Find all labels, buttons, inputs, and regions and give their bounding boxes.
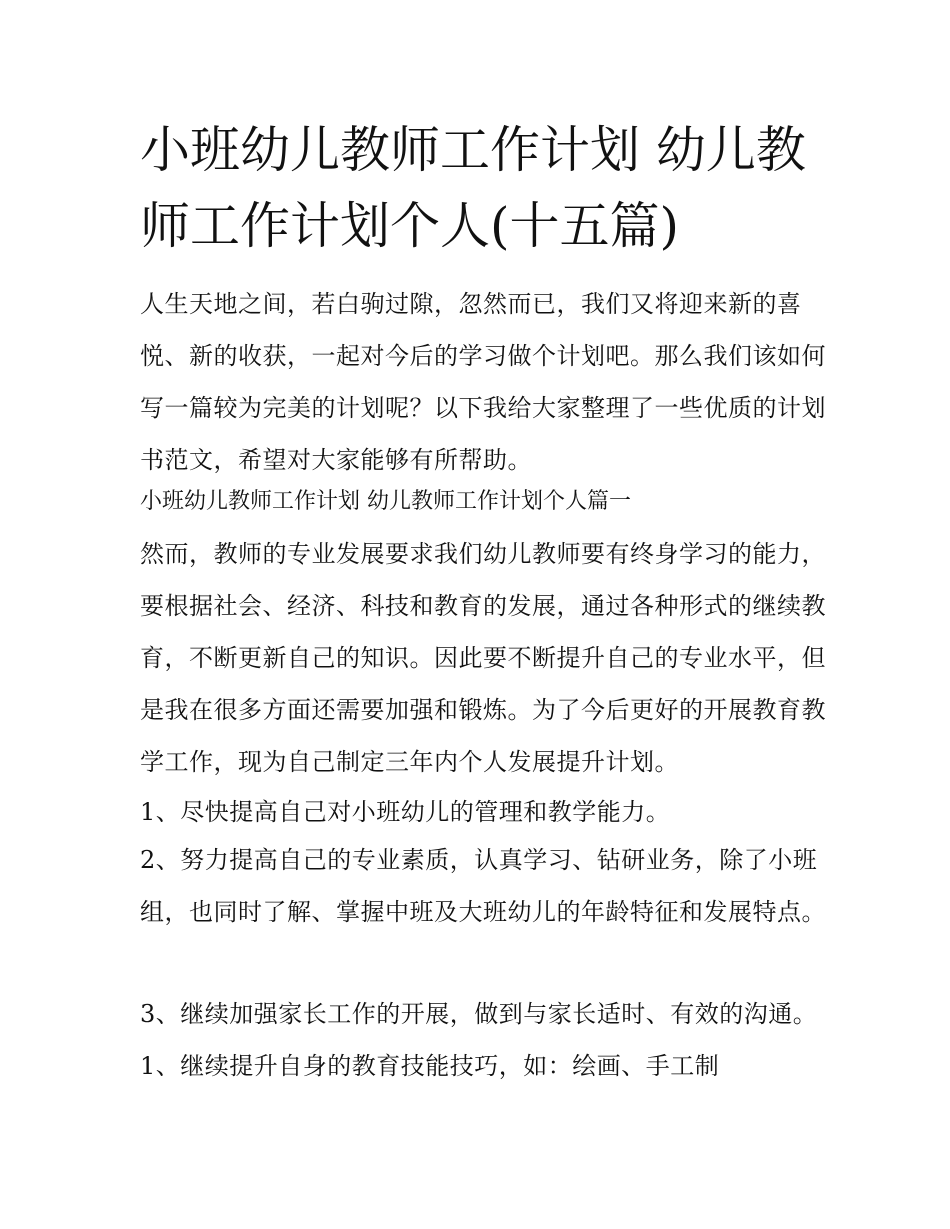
section-heading: 小班幼儿教师工作计划 幼儿教师工作计划个人篇一 (140, 489, 631, 514)
body-paragraph: 然而，教师的专业发展要求我们幼儿教师要有终身学习的能力，要根据社会、经济、科技和教育的发展，通过各种形式的继续教育，不断更新自己的知识。因此要不断提升自己的专业水平，但是我在很多方面还需要加强和锻炼。为了今后更好的开展教育教学工作，现为自己制定三年内个人发展提升计划。 (140, 540, 826, 776)
list-item: 3、继续加强家长工作的开展，做到与家长适时、有效的沟通。 1、继续提升自身的教育技能技巧，如：绘画、手工制 (140, 1000, 818, 1080)
intro-paragraph: 人生天地之间，若白驹过隙，忽然而已，我们又将迎来新的喜悦、新的收获，一起对今后的学习做个计划吧。那么我们该如何写一篇较为完美的计划呢？以下我给大家整理了一些优质的计划书范文，希望对大家能够有所帮助。 (140, 290, 826, 474)
list-item: 2、努力提高自己的专业素质，认真学习、钻研业务，除了小班组，也同时了解、掌握中班及大班幼儿的年龄特征和发展特点。 (140, 846, 826, 926)
list-item: 1、尽快提高自己对小班幼儿的管理和教学能力。 (140, 798, 671, 826)
document-title: 小班幼儿教师工作计划 幼儿教师工作计划个人(十五篇) (140, 121, 806, 255)
